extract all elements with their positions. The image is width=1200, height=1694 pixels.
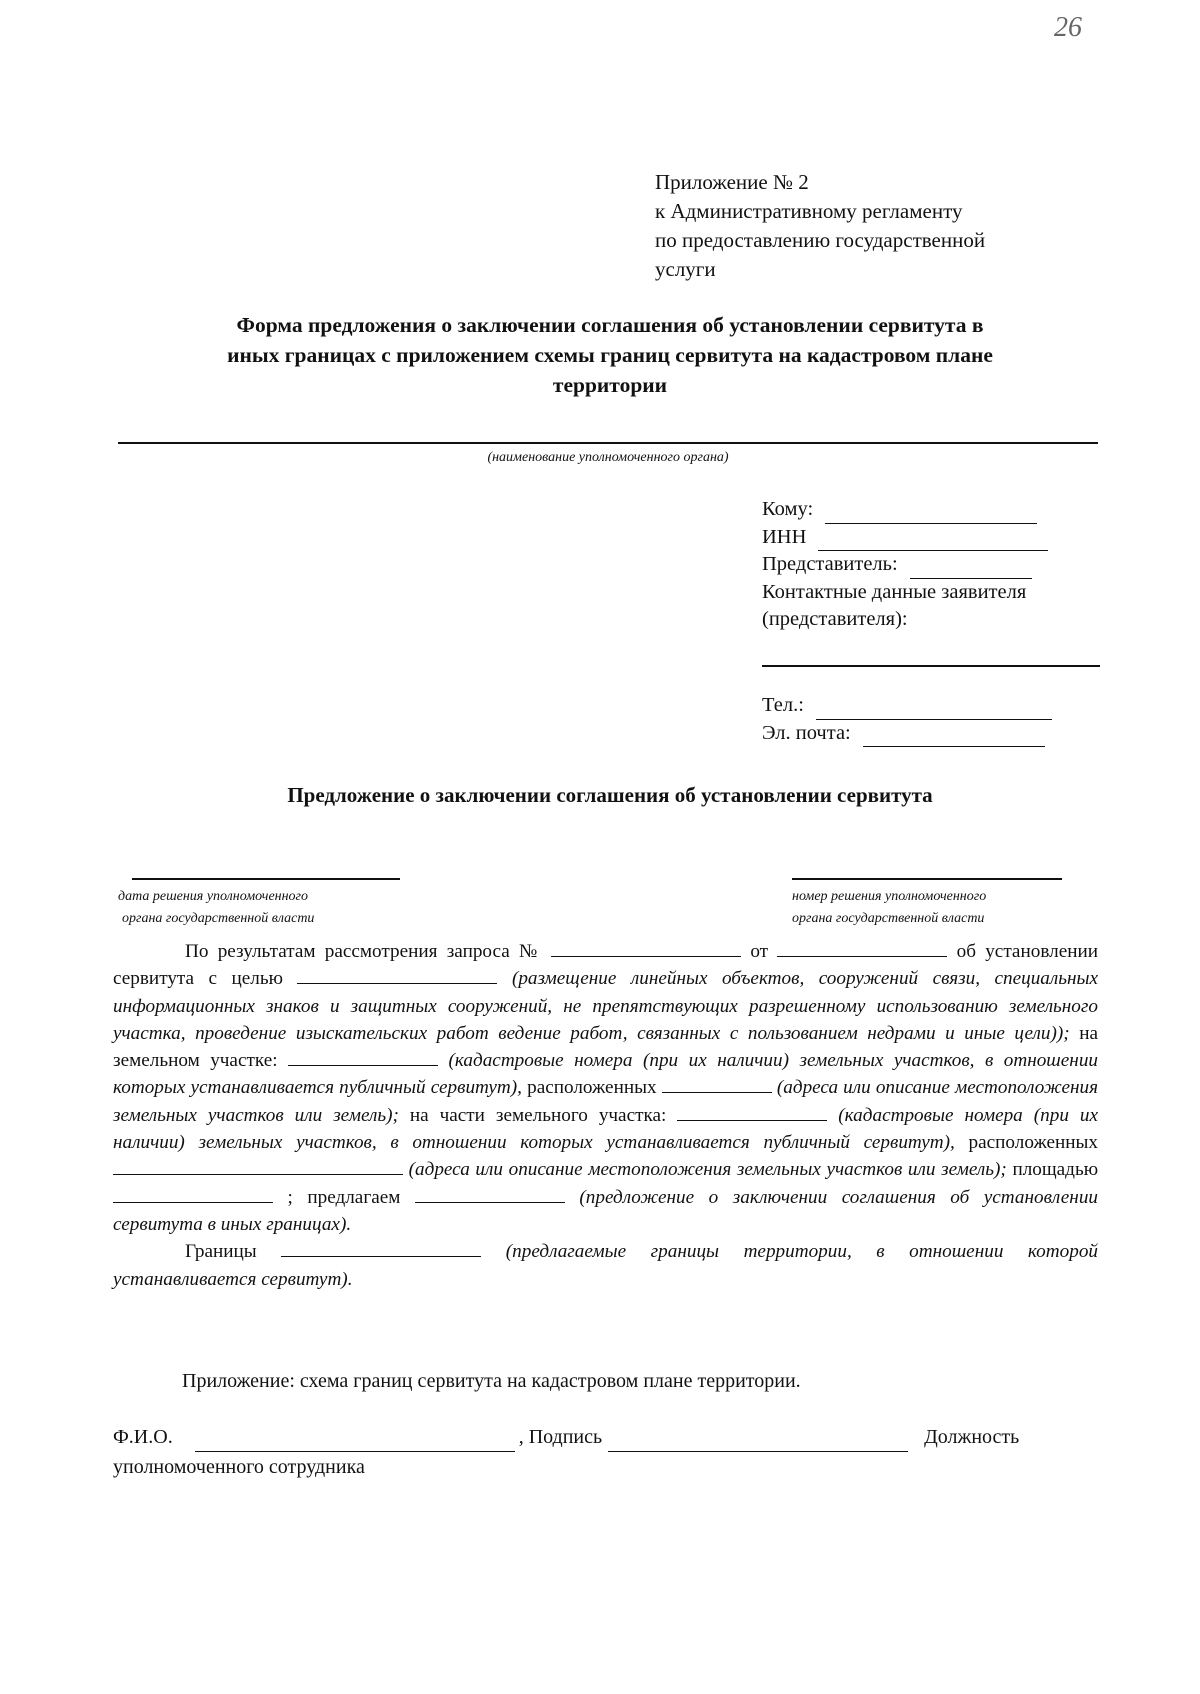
signature-block	[113, 1422, 1103, 1482]
recipient-to-row	[762, 496, 1048, 524]
email-field[interactable]	[863, 726, 1045, 747]
phone-field[interactable]	[816, 699, 1052, 720]
employee-label: уполномоченного сотрудника	[113, 1456, 365, 1478]
appendix-line: к Административному регламенту	[655, 199, 963, 223]
body-paragraph-1	[113, 938, 1098, 1238]
attachment-note: Приложение: схема границ сервитута на кадастровом плане территории.	[182, 1370, 801, 1392]
boundaries-hint: (предлагаемые границы территории, в отношении которой устанавливается сервитут).	[113, 1241, 1099, 1290]
document-title	[120, 310, 1100, 400]
caption-line: органа государственной власти	[122, 911, 315, 926]
email-row	[762, 720, 1052, 748]
cadastral-numbers-field[interactable]	[288, 1048, 438, 1066]
address-field-2[interactable]	[113, 1157, 403, 1175]
boundaries-field[interactable]	[281, 1239, 481, 1257]
recipient-inn-row	[762, 524, 1048, 552]
address-hint: (адреса или описание местоположения земельных участков или земель);	[113, 1077, 1099, 1126]
proposal-field[interactable]	[415, 1185, 565, 1203]
appendix-line: услуги	[655, 257, 716, 281]
decision-number-field[interactable]	[792, 878, 1062, 880]
decision-date-field[interactable]	[132, 878, 400, 880]
position-label: Должность	[924, 1426, 1020, 1448]
purpose-hint: (размещение линейных объектов, сооружений связи, специальных информационных знаков и защитных сооружений, не препятствующих разрешенному использованию земельного участка, проведение изыскательских работ ведение работ, связанных с пользованием недрами и иные цели));	[113, 968, 1099, 1044]
signature-field[interactable]	[608, 1431, 908, 1452]
appendix-header	[655, 168, 985, 284]
recipient-rep-row	[762, 551, 1048, 579]
purpose-field[interactable]	[297, 966, 497, 984]
fio-label: Ф.И.О.	[113, 1426, 173, 1448]
phone-label: Тел.:	[762, 694, 804, 716]
title-line: иных границах с приложением схемы границ сервитута на кадастровом плане	[227, 343, 993, 367]
proposal-hint: (предложение о заключении соглашения об установлении сервитута в иных границах).	[113, 1186, 1099, 1235]
decision-number-caption	[792, 886, 986, 930]
purpose-label: об установлении сервитута с целью	[113, 941, 1099, 990]
title-line: территории	[552, 373, 668, 397]
email-label: Эл. почта:	[762, 721, 851, 744]
plot-part-label: на части земельного участка:	[409, 1104, 667, 1126]
body-paragraph-2	[113, 1238, 1098, 1293]
area-field[interactable]	[113, 1185, 273, 1203]
recipient-contacts	[762, 692, 1052, 747]
page-number: 26	[1054, 12, 1082, 43]
recipient-block	[762, 496, 1048, 634]
contact-line	[762, 579, 1048, 607]
from-label: от	[750, 941, 769, 962]
phone-row	[762, 692, 1052, 720]
caption-line: дата решения уполномоченного	[118, 889, 309, 904]
plot-part-hint: (кадастровые номера (при их наличии) земельных участков, в отношении которых устанавливается публичный сервитут),	[113, 1104, 1098, 1154]
to-field[interactable]	[825, 503, 1037, 524]
appendix-line: по предоставлению государственной	[655, 228, 986, 252]
rep-label: Представитель:	[762, 553, 898, 575]
address-field[interactable]	[662, 1075, 772, 1093]
address-hint-2: (адреса или описание местоположения земельных участков или земель);	[408, 1159, 1007, 1181]
decision-date-caption	[118, 886, 314, 930]
inn-field[interactable]	[818, 530, 1048, 551]
cadastral-hint: (кадастровые номера (при их наличии) земельных участков, в отношении которых устанавливается публичный сервитут),	[113, 1050, 1099, 1099]
contact-label-2: (представителя):	[762, 608, 908, 630]
title-line: Форма предложения о заключении соглашения об установлении сервитута в	[236, 313, 984, 337]
to-label: Кому:	[762, 498, 814, 520]
propose-label: предлагаем	[307, 1186, 401, 1208]
fio-field[interactable]	[195, 1431, 515, 1452]
signature-row	[113, 1422, 1103, 1452]
proposal-subtitle: Предложение о заключении соглашения об установлении сервитута	[287, 783, 933, 807]
area-semicolon: ;	[287, 1186, 293, 1208]
contact-field[interactable]	[762, 665, 1100, 667]
sign-label: , Подпись	[518, 1426, 603, 1448]
rep-field[interactable]	[910, 558, 1032, 579]
caption-line: органа государственной власти	[792, 911, 985, 926]
boundaries-label: Границы	[185, 1241, 257, 1263]
located-label-2: расположенных	[968, 1132, 1098, 1154]
request-date-field[interactable]	[777, 939, 947, 957]
land-plot-label: на земельном участке:	[113, 1022, 1099, 1072]
authority-name-line	[118, 442, 1098, 444]
request-label: По результатам рассмотрения запроса №	[185, 941, 542, 962]
request-number-field[interactable]	[551, 939, 741, 957]
caption-line: номер решения уполномоченного	[792, 889, 987, 904]
proposal-body	[113, 938, 1098, 1293]
contact-label: Контактные данные заявителя	[762, 580, 1027, 603]
area-label: площадью	[1012, 1159, 1099, 1181]
inn-label: ИНН	[762, 525, 807, 548]
appendix-line: Приложение № 2	[655, 170, 809, 194]
located-label: расположенных	[527, 1077, 657, 1099]
authority-caption: (наименование уполномоченного органа)	[487, 450, 729, 465]
plot-part-field[interactable]	[677, 1103, 827, 1121]
contact-line	[762, 606, 1048, 634]
